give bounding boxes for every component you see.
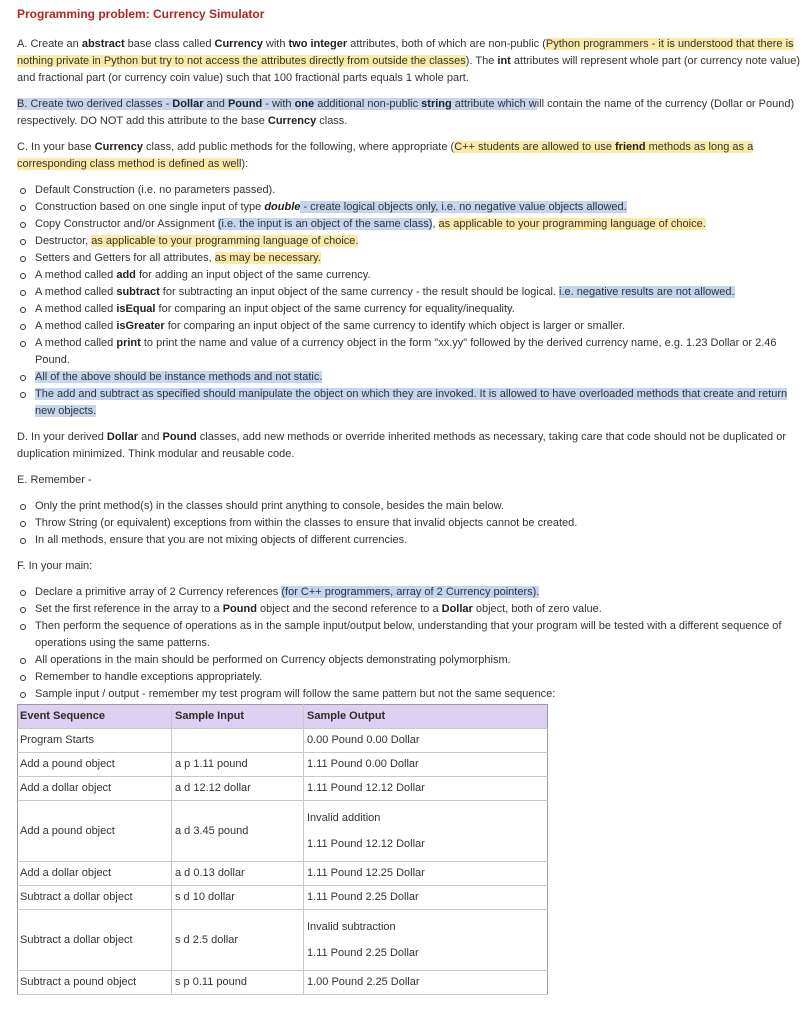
bold-text: two integer [288, 38, 348, 50]
bold-text: subtract [116, 286, 160, 298]
text: Copy Constructor and/or Assignment [35, 218, 218, 230]
table-cell [172, 729, 304, 753]
text: attributes will represent whole part (or currency note value) and fractional part (or currency coin value) such that 100 fractional parts equals 1 whole part. [17, 55, 801, 84]
highlighted-text: (i.e. the input is an object of the same class) [217, 218, 433, 230]
section-f-heading: F. In your main: [17, 560, 93, 572]
bold-text: abstract [81, 38, 125, 50]
list-item: All operations in the main should be performed on Currency objects demonstrating polymorphism. [35, 652, 802, 669]
error-message: Invalid subtraction [307, 920, 396, 933]
text: Destructor, [35, 235, 92, 247]
list-item: Sample input / output - remember my test program will follow the same pattern but not the same sequence: [35, 686, 802, 703]
text: A method called [35, 320, 117, 332]
table-cell: 1.11 Pound 12.12 Dollar [304, 777, 548, 801]
text: to print the name and value of a currency object in the form "xx.yy" followed by the derived currency name, e.g. 1.23 Dollar or 2.46 Pound. [35, 337, 777, 366]
bold-text: one [294, 98, 315, 110]
list-item [35, 182, 802, 199]
section-a [17, 36, 802, 87]
highlighted-text: C++ students are allowed to use [454, 141, 616, 153]
text: object, both of zero value. [472, 603, 602, 615]
highlighted-text: i.e. negative results are not allowed. [559, 286, 735, 298]
table-cell: 1.00 Pound 2.25 Dollar [304, 971, 548, 995]
bold-text: double [264, 201, 301, 213]
text: Set the first reference in the array to a [35, 603, 223, 615]
text: with [262, 38, 289, 50]
table-row [18, 862, 548, 886]
section-e-heading: E. Remember - [17, 474, 92, 486]
bold-text: friend [615, 141, 646, 153]
list-item: Throw String (or equivalent) exceptions from within the classes to ensure that invalid objects cannot be created. [35, 515, 802, 532]
list-item [35, 284, 802, 301]
text: A method called [35, 286, 117, 298]
table-header-cell: Sample Input [172, 705, 304, 729]
highlighted-text: The add and subtract as specified should manipulate the object on which they are invoked. It is allowed to have overloaded methods that create and return new objects. [35, 388, 788, 417]
text: object and the second reference to a [256, 603, 442, 615]
highlighted-text: All of the above should be instance methods and not static. [35, 371, 323, 383]
section-d [17, 429, 802, 463]
table-cell: s d 2.5 dollar [172, 910, 304, 971]
text: A method called [35, 337, 117, 349]
table-header-row [18, 705, 548, 729]
list-item [35, 199, 802, 216]
bold-text: print [116, 337, 141, 349]
bold-text: Currency [214, 38, 263, 50]
table-cell: s d 10 dollar [172, 886, 304, 910]
text: for comparing an input object of the same currency to identify which object is larger or smaller. [164, 320, 626, 332]
bold-text: Pound [162, 431, 197, 443]
text: Default Construction (i.e. no parameters passed). [35, 184, 276, 196]
sample-io-table [17, 704, 548, 995]
table-cell: 0.00 Pound 0.00 Dollar [304, 729, 548, 753]
list-item [35, 369, 802, 386]
table-row [18, 753, 548, 777]
table-cell: Subtract a dollar object [18, 910, 172, 971]
highlighted-text: as applicable to your programming language of choice. [91, 235, 359, 247]
text: ill contain the name of the currency (Dollar or Pound) respectively. DO NOT add this attribute to the base [17, 98, 795, 127]
text: attribute which w [451, 98, 537, 110]
table-header-cell: Event Sequence [18, 705, 172, 729]
text: - with [262, 98, 295, 110]
text: A method called [35, 269, 117, 281]
text: attributes, both of which are non-public ( [347, 38, 546, 50]
text: A. Create an [17, 38, 82, 50]
list-item [35, 601, 802, 618]
text: and [203, 98, 228, 110]
table-cell: 1.11 Pound 2.25 Dollar [304, 886, 548, 910]
bold-text: Pound [222, 603, 257, 615]
bold-text: isGreater [116, 320, 165, 332]
table-cell: a d 3.45 pound [172, 801, 304, 862]
text: ). The [465, 55, 498, 67]
text: D. In your derived [17, 431, 107, 443]
list-item [35, 216, 802, 233]
bold-text: int [497, 55, 511, 67]
bold-text: Currency [94, 141, 143, 153]
table-header-cell: Sample Output [304, 705, 548, 729]
highlighted-text: as may be necessary. [214, 252, 321, 264]
table-cell: Program Starts [18, 729, 172, 753]
bold-text: add [116, 269, 136, 281]
list-item [35, 267, 802, 284]
list-item: Only the print method(s) in the classes should print anything to console, besides the main below. [35, 498, 802, 515]
text: and [138, 431, 163, 443]
list-item: In all methods, ensure that you are not mixing objects of different currencies. [35, 532, 802, 549]
method-list [17, 182, 802, 420]
bold-text: Currency [267, 115, 317, 127]
table-row [18, 777, 548, 801]
bold-text: string [421, 98, 452, 110]
table-cell: a d 0.13 dollar [172, 862, 304, 886]
table-cell: Add a dollar object [18, 862, 172, 886]
output-value: 1.11 Pound 2.25 Dollar [307, 946, 419, 959]
text: , [432, 218, 439, 230]
table-cell: Add a dollar object [18, 777, 172, 801]
table-cell: Subtract a dollar object [18, 886, 172, 910]
page-title: Programming problem: Currency Simulator [17, 7, 265, 21]
bold-text: Pound [227, 98, 263, 110]
text: Setters and Getters for all attributes, [35, 252, 215, 264]
bold-text: Dollar [441, 603, 473, 615]
text: for subtracting an input object of the same currency - the result should be logical. [159, 286, 560, 298]
table-cell: Subtract a pound object [18, 971, 172, 995]
output-value: 1.11 Pound 12.12 Dollar [307, 837, 425, 850]
list-item [35, 335, 802, 369]
table-row [18, 971, 548, 995]
list-item: Remember to handle exceptions appropriately. [35, 669, 802, 686]
bold-text: isEqual [116, 303, 156, 315]
text: Declare a primitive array of 2 Currency references [35, 586, 282, 598]
document [17, 0, 802, 995]
table-cell: 1.11 Pound 12.25 Dollar [304, 862, 548, 886]
list-item [35, 386, 802, 420]
text: A method called [35, 303, 117, 315]
text: classes, add new methods or override inherited methods as necessary, taking care that code should not be duplicated or duplication minimized. Think modular and reusable code. [17, 431, 786, 460]
text: Construction based on one single input of type [35, 201, 265, 213]
remember-list [17, 498, 802, 549]
table-cell: Add a pound object [18, 801, 172, 862]
table-row [18, 729, 548, 753]
table-cell: a p 1.11 pound [172, 753, 304, 777]
error-message: Invalid addition [307, 811, 381, 824]
highlighted-text: Python programmers - it is understood that there is nothing private in Python but try to not access the attributes directly from outside the classes [17, 38, 794, 67]
list-item [35, 233, 802, 250]
table-row [18, 886, 548, 910]
text: class, add public methods for the following, where appropriate ( [142, 141, 455, 153]
highlighted-text: as applicable to your programming language of choice. [438, 218, 706, 230]
table-row [18, 801, 548, 862]
section-c [17, 139, 802, 173]
list-item: Then perform the sequence of operations as in the sample input/output below, understanding that your program will be tested with a different sequence of operations using the same patterns. [35, 618, 802, 652]
text: C. In your base [17, 141, 95, 153]
text: class. [316, 115, 348, 127]
list-item [35, 318, 802, 335]
table-cell [304, 801, 548, 862]
table-row [18, 910, 548, 971]
text: for comparing an input object of the same currency for equality/inequality. [155, 303, 515, 315]
table-cell: s p 0.11 pound [172, 971, 304, 995]
text: base class called [124, 38, 215, 50]
table-cell: Add a pound object [18, 753, 172, 777]
list-item [35, 301, 802, 318]
section-b [17, 96, 802, 130]
text: additional non-public [314, 98, 422, 110]
list-item [35, 584, 802, 601]
bold-text: Dollar [172, 98, 204, 110]
text: for adding an input object of the same currency. [135, 269, 371, 281]
text: ): [241, 158, 249, 170]
list-item [35, 250, 802, 267]
highlighted-text: - create logical objects only, i.e. no negative value objects allowed. [300, 201, 627, 213]
table-cell: a d 12.12 dollar [172, 777, 304, 801]
main-list [17, 584, 802, 703]
highlighted-text: (for C++ programmers, array of 2 Currency pointers). [281, 586, 540, 598]
table-cell [304, 910, 548, 971]
highlighted-text: methods as long as a corresponding class method is defined as well [17, 141, 754, 170]
table-cell: 1.11 Pound 0.00 Dollar [304, 753, 548, 777]
bold-text: Dollar [106, 431, 139, 443]
text: B. Create two derived classes - [17, 98, 173, 110]
